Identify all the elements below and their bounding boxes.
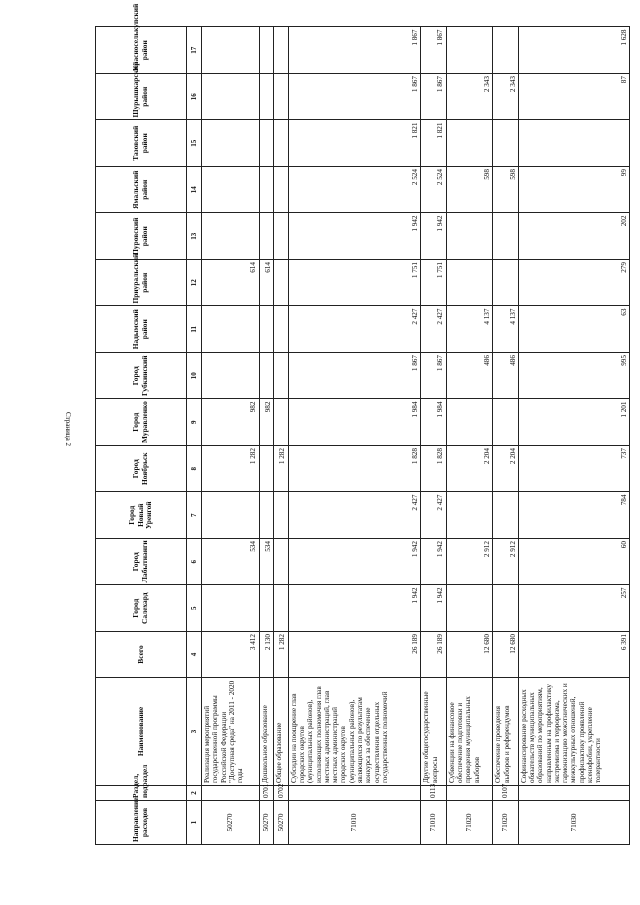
amount-cell xyxy=(446,213,493,260)
column-header: Всего xyxy=(96,632,187,678)
column-number: 1 xyxy=(187,801,202,845)
amount-cell xyxy=(493,399,518,446)
amount-cell: 982 xyxy=(259,399,274,446)
amount-cell xyxy=(259,74,274,121)
amount-cell xyxy=(493,27,518,74)
column-number: 13 xyxy=(187,213,202,260)
amount-cell xyxy=(202,213,260,260)
amount-cell: 3 412 xyxy=(202,632,260,678)
amount-cell: 598 xyxy=(493,167,518,214)
amount-cell xyxy=(446,120,493,167)
item-name-cell: Другие общегосударственные вопросы xyxy=(421,678,446,786)
column-header: Направление расходов xyxy=(96,801,187,845)
amount-cell: 598 xyxy=(446,167,493,214)
item-name-cell: Реализация мероприятий государственной программы Российской Федерации "Доступная среда" на 2011 - 2020 годы xyxy=(202,678,260,786)
amount-cell xyxy=(202,492,260,539)
column-number: 11 xyxy=(187,306,202,353)
column-header: Тазовский район xyxy=(96,120,187,167)
amount-cell: 534 xyxy=(202,539,260,586)
amount-cell: 2 524 xyxy=(288,167,421,214)
amount-cell xyxy=(493,492,518,539)
section-code-cell: 0107 xyxy=(493,786,518,801)
amount-cell: 2 343 xyxy=(493,74,518,121)
amount-cell: 2 427 xyxy=(288,306,421,353)
amount-cell: 12 680 xyxy=(446,632,493,678)
amount-cell: 60 xyxy=(518,539,629,586)
section-code-cell xyxy=(202,786,260,801)
column-number: 5 xyxy=(187,585,202,632)
amount-cell: 2 427 xyxy=(288,492,421,539)
amount-cell xyxy=(274,399,289,446)
section-code-cell: 0113 xyxy=(421,786,446,801)
amount-cell: 1 984 xyxy=(288,399,421,446)
table-row xyxy=(259,27,274,845)
amount-cell xyxy=(274,74,289,121)
column-header: Город Салехард xyxy=(96,585,187,632)
amount-cell: 614 xyxy=(202,260,260,307)
amount-cell xyxy=(259,27,274,74)
column-header: Город Губкинский xyxy=(96,353,187,400)
column-header: Приуральский район xyxy=(96,260,187,307)
amount-cell: 1 201 xyxy=(518,399,629,446)
item-name-cell: Софинансирование расходных обязательств муниципальных образований по мероприятиям, направленным на профилактику экстремизма и терроризма, гармонизацию межэтнических и межкультурных отношений, профилактику проявлений ксенофобии, укрепление толерантности xyxy=(518,678,629,786)
amount-cell xyxy=(259,492,274,539)
amount-cell: 614 xyxy=(259,260,274,307)
amount-cell xyxy=(202,74,260,121)
table-row xyxy=(493,27,518,845)
amount-cell: 4 137 xyxy=(493,306,518,353)
amount-cell xyxy=(274,539,289,586)
amount-cell: 202 xyxy=(518,213,629,260)
amount-cell: 1 942 xyxy=(421,585,446,632)
expense-direction-cell: 71030 xyxy=(518,801,629,845)
table-row xyxy=(446,27,493,845)
amount-cell: 2 204 xyxy=(493,446,518,493)
column-number: 4 xyxy=(187,632,202,678)
amount-cell: 1 282 xyxy=(274,632,289,678)
amount-cell xyxy=(259,585,274,632)
table-row xyxy=(518,27,629,845)
amount-cell: 1 942 xyxy=(288,213,421,260)
amount-cell xyxy=(518,120,629,167)
column-header: Город Новый Уренгой xyxy=(96,492,187,539)
amount-cell xyxy=(446,260,493,307)
amount-cell xyxy=(493,260,518,307)
amount-cell xyxy=(493,585,518,632)
column-number: 14 xyxy=(187,167,202,214)
amount-cell xyxy=(202,167,260,214)
amount-cell xyxy=(493,120,518,167)
header-row xyxy=(96,27,187,845)
expense-direction-cell: 71020 xyxy=(493,801,518,845)
amount-cell: 486 xyxy=(446,353,493,400)
amount-cell: 99 xyxy=(518,167,629,214)
item-name-cell: Обеспечение проведения выборов и референдумов xyxy=(493,678,518,786)
amount-cell: 2 130 xyxy=(259,632,274,678)
table-row xyxy=(274,27,289,845)
amount-cell xyxy=(493,213,518,260)
table-row xyxy=(202,27,260,845)
section-code-cell xyxy=(288,786,421,801)
amount-cell: 1 751 xyxy=(288,260,421,307)
amount-cell: 279 xyxy=(518,260,629,307)
amount-cell: 2 204 xyxy=(446,446,493,493)
expense-direction-cell: 71020 xyxy=(446,801,493,845)
column-header: Шурышкарский район xyxy=(96,74,187,121)
column-number: 6 xyxy=(187,539,202,586)
amount-cell: 4 137 xyxy=(446,306,493,353)
amount-cell xyxy=(202,120,260,167)
item-name-cell: Субсидии на поощрение глав городских округов (муниципальных районов), исполняющих полномочия глав местных администраций, глав местных администраций городских округов (муниципальных районов), являющихся по результатам конкурса за обеспечение осуществления отдельных государственных полномочий xyxy=(288,678,421,786)
amount-cell: 1 828 xyxy=(288,446,421,493)
column-number: 12 xyxy=(187,260,202,307)
column-number: 7 xyxy=(187,492,202,539)
amount-cell: 737 xyxy=(518,446,629,493)
amount-cell: 1 821 xyxy=(288,120,421,167)
amount-cell: 1 867 xyxy=(288,74,421,121)
amount-cell xyxy=(446,492,493,539)
column-header: Надымский район xyxy=(96,306,187,353)
expense-direction-cell: 71010 xyxy=(421,801,446,845)
amount-cell xyxy=(274,27,289,74)
amount-cell: 2 912 xyxy=(493,539,518,586)
table-row xyxy=(288,27,421,845)
column-number: 17 xyxy=(187,27,202,74)
amount-cell: 534 xyxy=(259,539,274,586)
amount-cell xyxy=(446,27,493,74)
amount-cell xyxy=(274,260,289,307)
column-header: Ямальский район xyxy=(96,167,187,214)
amount-cell: 26 189 xyxy=(288,632,421,678)
amount-cell: 2 427 xyxy=(421,306,446,353)
item-name-cell: Общее образование xyxy=(274,678,289,786)
amount-cell: 1 942 xyxy=(421,213,446,260)
amount-cell: 1 867 xyxy=(421,74,446,121)
amount-cell: 1 751 xyxy=(421,260,446,307)
amount-cell xyxy=(274,353,289,400)
column-number: 3 xyxy=(187,678,202,786)
page-number-label: Страница 2 xyxy=(64,412,72,446)
budget-table xyxy=(95,3,630,846)
amount-cell: 1 821 xyxy=(421,120,446,167)
amount-cell xyxy=(202,306,260,353)
amount-cell: 2 912 xyxy=(446,539,493,586)
amount-cell: 982 xyxy=(202,399,260,446)
amount-cell xyxy=(274,492,289,539)
section-code-cell xyxy=(518,786,629,801)
amount-cell: 1 282 xyxy=(274,446,289,493)
expense-direction-cell: 50270 xyxy=(274,801,289,845)
amount-cell: 63 xyxy=(518,306,629,353)
amount-cell: 1 867 xyxy=(421,353,446,400)
section-code-cell: 0702 xyxy=(274,786,289,801)
amount-cell xyxy=(274,306,289,353)
column-header: Красноселькупский район xyxy=(96,27,187,74)
amount-cell xyxy=(274,585,289,632)
amount-cell: 995 xyxy=(518,353,629,400)
item-name-cell: Субвенции на финансовое обеспечение подготовки и проведения муниципальных выборов xyxy=(446,678,493,786)
amount-cell: 2 427 xyxy=(421,492,446,539)
amount-cell xyxy=(274,213,289,260)
column-number: 9 xyxy=(187,399,202,446)
amount-cell xyxy=(202,585,260,632)
amount-cell: 6 391 xyxy=(518,632,629,678)
amount-cell: 1 867 xyxy=(288,27,421,74)
column-number: 15 xyxy=(187,120,202,167)
budget-table-rotated xyxy=(95,3,630,845)
section-code-cell xyxy=(446,786,493,801)
expense-direction-cell: 50270 xyxy=(259,801,274,845)
column-number-row xyxy=(187,27,202,845)
amount-cell xyxy=(259,213,274,260)
amount-cell: 1 942 xyxy=(288,585,421,632)
column-number: 10 xyxy=(187,353,202,400)
amount-cell xyxy=(259,446,274,493)
column-number: 16 xyxy=(187,74,202,121)
amount-cell: 87 xyxy=(518,74,629,121)
amount-cell: 1 867 xyxy=(421,27,446,74)
expense-direction-cell: 71010 xyxy=(288,801,421,845)
amount-cell: 1 628 xyxy=(518,27,629,74)
section-code-cell: 0701 xyxy=(259,786,274,801)
amount-cell: 2 343 xyxy=(446,74,493,121)
amount-cell xyxy=(259,353,274,400)
amount-cell: 1 942 xyxy=(288,539,421,586)
column-number: 2 xyxy=(187,786,202,801)
amount-cell: 1 282 xyxy=(202,446,260,493)
amount-cell xyxy=(259,167,274,214)
amount-cell: 26 189 xyxy=(421,632,446,678)
column-header: Раздел, подраздел xyxy=(96,786,187,801)
column-number: 8 xyxy=(187,446,202,493)
amount-cell xyxy=(259,120,274,167)
column-header: Пуровский район xyxy=(96,213,187,260)
item-name-cell: Дошкольное образование xyxy=(259,678,274,786)
amount-cell: 1 984 xyxy=(421,399,446,446)
amount-cell xyxy=(259,306,274,353)
amount-cell: 486 xyxy=(493,353,518,400)
table-row xyxy=(421,27,446,845)
column-header: Город Муравленко xyxy=(96,399,187,446)
amount-cell xyxy=(274,167,289,214)
amount-cell xyxy=(202,353,260,400)
column-header: Город Ноябрьск xyxy=(96,446,187,493)
column-header: Город Лабытнанги xyxy=(96,539,187,586)
amount-cell xyxy=(446,399,493,446)
expense-direction-cell: 50270 xyxy=(202,801,260,845)
amount-cell: 1 867 xyxy=(288,353,421,400)
amount-cell: 1 942 xyxy=(421,539,446,586)
amount-cell: 784 xyxy=(518,492,629,539)
amount-cell: 2 524 xyxy=(421,167,446,214)
column-header: Наименование xyxy=(96,678,187,786)
amount-cell: 1 828 xyxy=(421,446,446,493)
table-body xyxy=(202,27,630,845)
amount-cell xyxy=(202,27,260,74)
amount-cell: 12 680 xyxy=(493,632,518,678)
amount-cell xyxy=(274,120,289,167)
amount-cell: 257 xyxy=(518,585,629,632)
amount-cell xyxy=(446,585,493,632)
